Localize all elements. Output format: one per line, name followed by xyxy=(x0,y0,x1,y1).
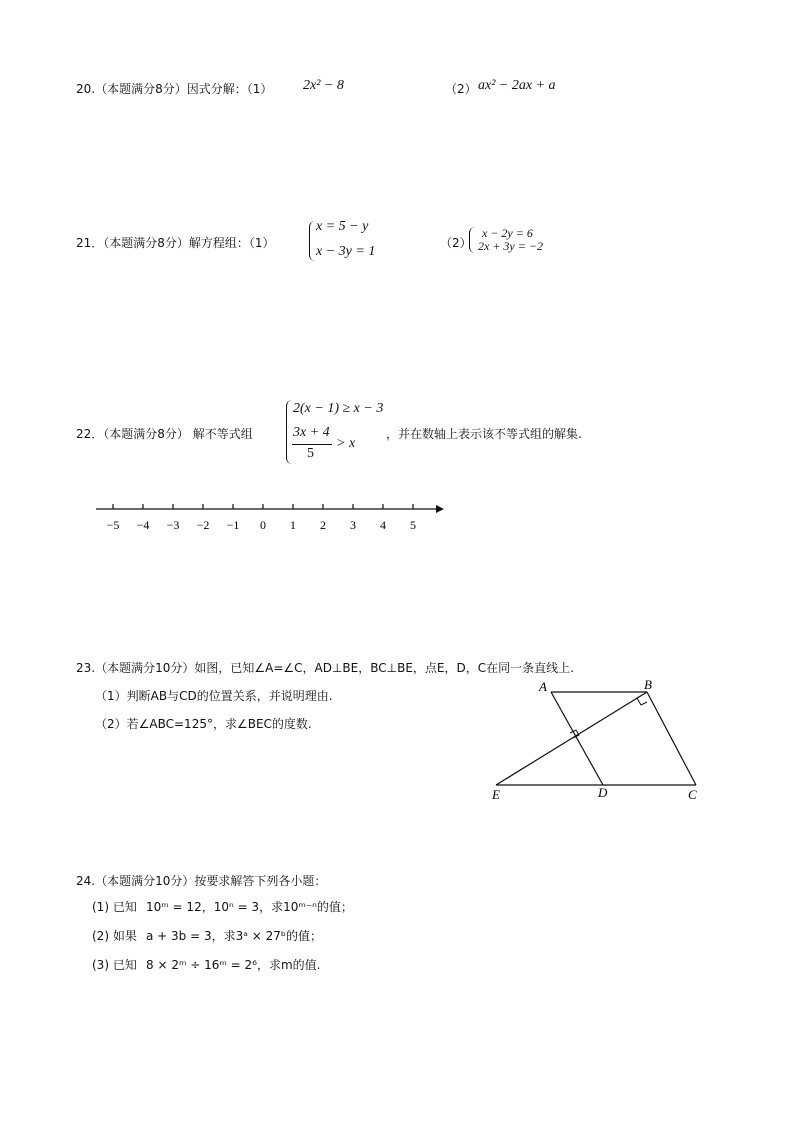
point-a-label: A xyxy=(539,679,547,694)
point-c-label: C xyxy=(688,787,697,802)
number-line-tick-label: 4 xyxy=(380,518,386,532)
q20-expression-1: 2x² − 8 xyxy=(303,78,344,93)
q22-fraction-bar xyxy=(292,444,332,445)
q22-inequality-2-numerator: 3x + 4 xyxy=(293,425,330,440)
q21-system-1-eq2: x − 3y = 1 xyxy=(316,244,376,259)
q24-part-1-body: 10ᵐ = 12，10ⁿ = 3，求10ᵐ⁻ⁿ的值； xyxy=(146,900,353,914)
number-line-arrow xyxy=(436,505,444,513)
point-d-label: D xyxy=(598,785,608,800)
number-line-tick-label: −5 xyxy=(106,518,120,532)
q22-inequality-2-denominator: 5 xyxy=(307,446,314,461)
q21-system-2-brace xyxy=(469,227,475,253)
q23-part-2: （2）若∠ABC=125°，求∠BEC的度数. xyxy=(95,717,312,731)
q21-label: 21．（本题满分8分）解方程组：（1） xyxy=(76,236,275,250)
q22-tail: ，并在数轴上表示该不等式组的解集. xyxy=(386,427,582,441)
q21-system-2-eq2: 2x + 3y = −2 xyxy=(478,239,543,253)
q24-part-3-body: 8 × 2ᵐ ÷ 16ᵐ = 2⁶，求m的值. xyxy=(146,958,321,972)
q23-label: 23.（本题满分10分）如图，已知∠A=∠C，AD⊥BE，BC⊥BE，点E，D，C在同一条直线上. xyxy=(76,661,574,675)
q22-system-brace xyxy=(286,400,293,464)
number-line-tick-label: 2 xyxy=(320,518,326,532)
number-line-tick-label: 1 xyxy=(290,518,296,532)
right-angle-mark-bc-be xyxy=(637,698,647,705)
q22-label: 22．（本题满分8分） 解不等式组 xyxy=(76,427,253,441)
q20-label: 20.（本题满分8分）因式分解：（1） xyxy=(76,82,273,96)
number-line xyxy=(90,496,445,540)
q20-subpart-2: （2） xyxy=(445,82,477,96)
q20-expression-2: ax² − 2ax + a xyxy=(478,78,556,93)
segment-eb xyxy=(496,692,647,785)
number-line-tick-label: −1 xyxy=(226,518,240,532)
q24-part-2-body: a + 3b = 3，求3ᵃ × 27ᵇ的值； xyxy=(146,929,323,943)
number-line-tick-label: 5 xyxy=(410,518,416,532)
geometry-figure xyxy=(488,676,708,806)
q21-subpart-2: （2） xyxy=(440,236,472,250)
number-line-tick-label: −4 xyxy=(136,518,150,532)
number-line-ticks xyxy=(107,504,416,532)
q22-inequality-2-rhs: > x xyxy=(336,436,356,451)
q24-part-1-prefix: (1) 已知 xyxy=(92,900,137,914)
q24-part-2-prefix: (2) 如果 xyxy=(92,929,137,943)
q22-inequality-1: 2(x − 1) ≥ x − 3 xyxy=(293,401,384,416)
q24-label: 24.（本题满分10分）按要求解答下列各小题： xyxy=(76,874,327,888)
point-e-label: E xyxy=(492,787,500,802)
segment-ad xyxy=(551,692,603,785)
number-line-tick-label: −2 xyxy=(196,518,210,532)
q24-part-3-prefix: (3) 已知 xyxy=(92,958,137,972)
number-line-tick-label: −3 xyxy=(166,518,180,532)
q21-system-1-eq1: x = 5 − y xyxy=(316,219,369,234)
number-line-tick-label: 0 xyxy=(260,518,266,532)
q23-part-1: （1）判断AB与CD的位置关系，并说明理由. xyxy=(95,689,333,703)
q21-system-1-brace xyxy=(309,221,316,261)
q21-system-2-eq1: x − 2y = 6 xyxy=(482,226,533,240)
point-b-label: B xyxy=(644,677,652,692)
number-line-tick-label: 3 xyxy=(350,518,356,532)
segment-bc xyxy=(647,692,696,785)
